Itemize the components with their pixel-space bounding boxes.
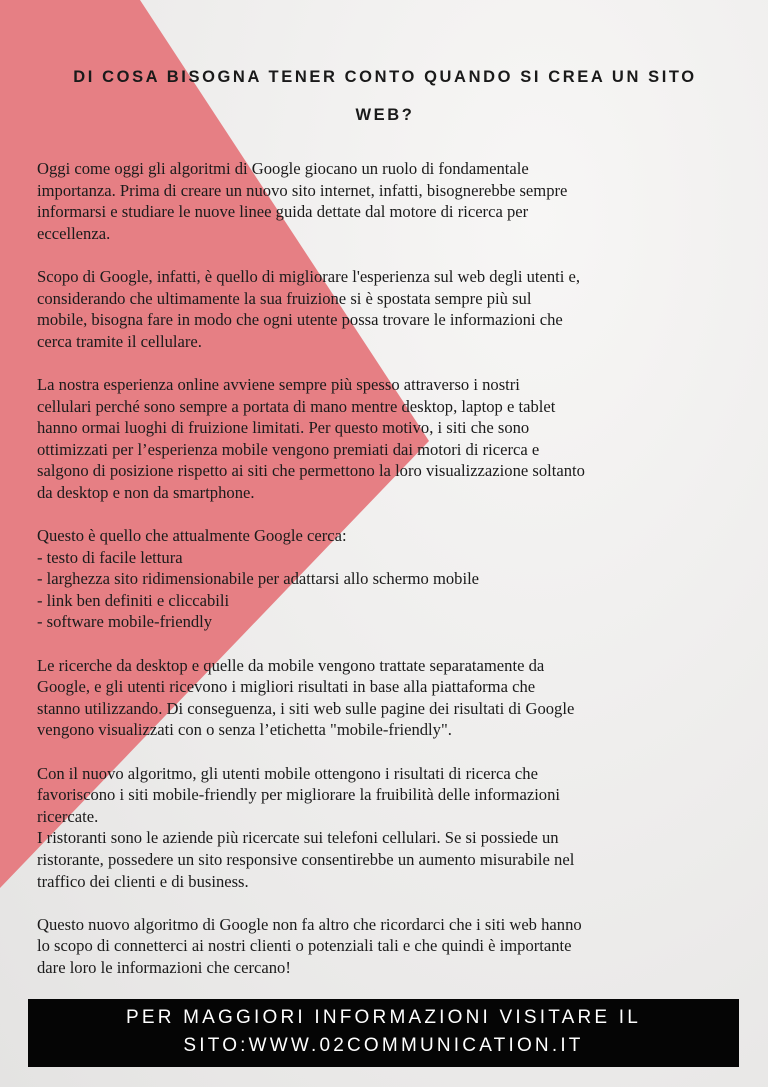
paragraph-desktop-vs-mobile: Le ricerche da desktop e quelle da mobile vengono trattate separatamente da Google, e gli utenti ricevono i migliori risultati in base alla piattaforma che stanno utilizzando. Di conseguenza, i siti web sulle pagine dei risultati di Google vengono visualizzati con o senza l’etichetta "mobile-friendly". [37, 655, 575, 740]
paragraph-conclusion: Questo nuovo algoritmo di Google non fa altro che ricordarci che i siti web hanno lo scopo di connetterci ai nostri clienti o potenziali tali e che quindi è importante dare loro le informazioni che cercano! [37, 914, 582, 977]
footer-line-1: PER MAGGIORI INFORMAZIONI VISITARE IL [126, 1007, 641, 1028]
title-line-1: DI COSA BISOGNA TENER CONTO QUANDO SI CREA UN SITO [73, 68, 697, 86]
paragraph-mobile-experience: La nostra esperienza online avviene sempre più spesso attraverso i nostri cellulari perché sono sempre a portata di mano mentre desktop, laptop e tablet hanno ormai luoghi di fruizione limitati. Per questo motivo, i siti che sono ottimizzati per l’esperienza mobile vengono premiati dai motori di ricerca e salgono di posizione rispetto ai siti che permettono la loro visualizzazione soltanto da desktop e non da smartphone. [37, 374, 585, 502]
paragraph-google-goal: Scopo di Google, infatti, è quello di migliorare l'esperienza sul web degli utenti e, considerando che ultimamente la sua fruizione si è spostata sempre più sul mobile, bisogna fare in modo che ogni utente possa trovare le informazioni che cerca tramite il cellulare. [37, 266, 581, 351]
paragraph-google-criteria-list: Questo è quello che attualmente Google cerca: - testo di facile lettura - larghezza sito ridimensionabile per adattarsi allo schermo mobile - link ben definiti e cliccabili - software mobile-friendly [37, 526, 480, 632]
footer-banner [28, 999, 739, 1067]
title-line-2: WEB? [355, 106, 415, 124]
paragraph-new-algorithm: Con il nuovo algoritmo, gli utenti mobile ottengono i risultati di ricerca che favoriscono i siti mobile-friendly per migliorare la fruibilità delle informazioni ricercate. I ristoranti sono le aziende più ricercate sui telefoni cellulari. Se si possiede un ristorante, possedere un sito responsive consentirebbe un aumento misurabile nel traffico dei clienti e di business. [37, 763, 575, 891]
article-body [37, 158, 737, 1000]
footer-website-link[interactable]: SITO:WWW.02COMMUNICATION.IT [183, 1035, 584, 1056]
page-title [40, 58, 730, 134]
paragraph-intro: Oggi come oggi gli algoritmi di Google giocano un ruolo di fondamentale importanza. Prima di creare un nuovo sito internet, infatti, bisognerebbe sempre informarsi e studiare le nuove linee guida dettate dal motore di ricerca per eccellenza. [37, 159, 568, 243]
